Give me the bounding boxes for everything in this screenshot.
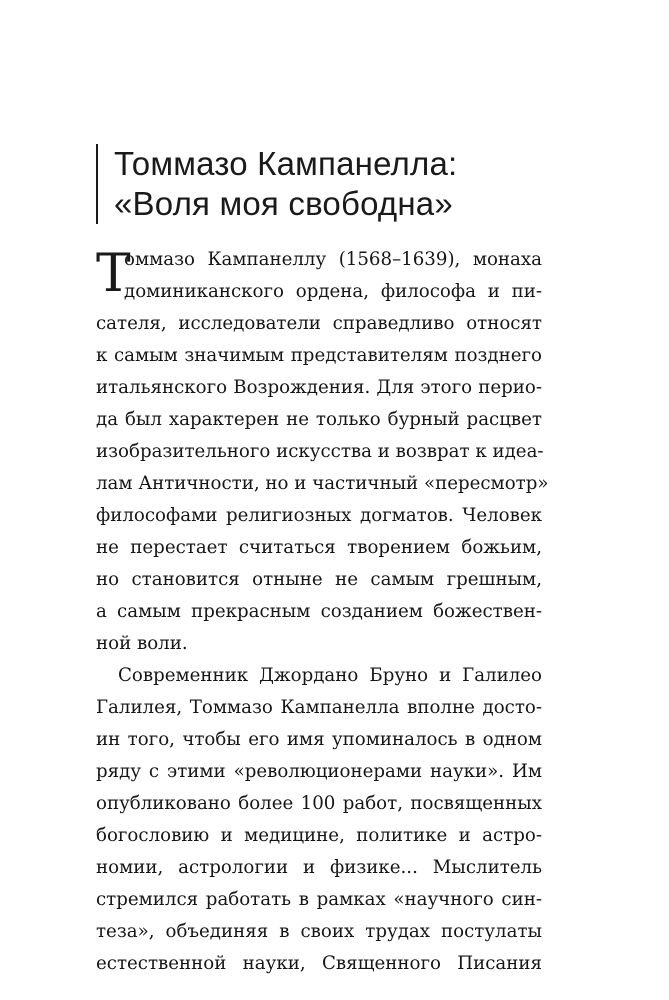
text-line: ин того, чтобы его имя упоминалось в одном — [96, 729, 542, 750]
text-line: а самым прекрасным созданием божествен- — [96, 601, 542, 622]
text-line: опубликовано более 100 работ, посвященных — [96, 793, 542, 814]
text-line: ряду с этими «революционерами науки». Им — [96, 761, 542, 782]
text-line: изобразительного искусства и возврат к идеа- — [96, 441, 544, 462]
text-line: номии, астрологии и физике... Мыслитель — [96, 857, 542, 878]
text-line: к самым значимым представителям позднего — [96, 345, 542, 366]
text-line: стремился работать в рамках «научного син- — [96, 889, 542, 910]
text-line: да был характерен не только бурный расцвет — [96, 409, 542, 430]
paragraph-2 — [96, 660, 542, 980]
text-line: лам Античности, но и частичный «пересмотр» — [96, 473, 549, 494]
text-line: Галилея, Томмазо Кампанелла вполне досто- — [96, 697, 542, 718]
body-text — [96, 244, 549, 980]
drop-cap: Т — [96, 244, 131, 304]
text-line: сателя, исследователи справедливо относят — [96, 313, 542, 334]
chapter-title-line-2: «Воля моя свободна» — [114, 185, 453, 222]
text-line: богословию и медицине, политике и астро- — [96, 825, 542, 846]
text-line: теза», объединяя в своих трудах постулаты — [96, 921, 542, 942]
text-line: но становится отныне не самым грешным, — [96, 569, 542, 590]
text-line: ной воли. — [96, 633, 188, 654]
chapter-title-line-1: Томмазо Кампанелла: — [114, 145, 458, 182]
text-line: оммазо Кампанеллу (1568–1639), монаха — [124, 249, 542, 270]
text-line: доминиканского ордена, философа и пи- — [124, 281, 542, 302]
text-line: философами религиозных догматов. Человек — [96, 505, 542, 526]
chapter-heading — [96, 144, 584, 224]
text-line: итальянского Возрождения. Для этого перио- — [96, 377, 542, 398]
text-line: не перестает считаться творением божьим, — [96, 537, 542, 558]
paragraph-1 — [96, 244, 549, 660]
text-line: Современник Джордано Бруно и Галилео — [118, 665, 542, 686]
text-line: естественной науки, Священного Писания — [96, 953, 542, 974]
